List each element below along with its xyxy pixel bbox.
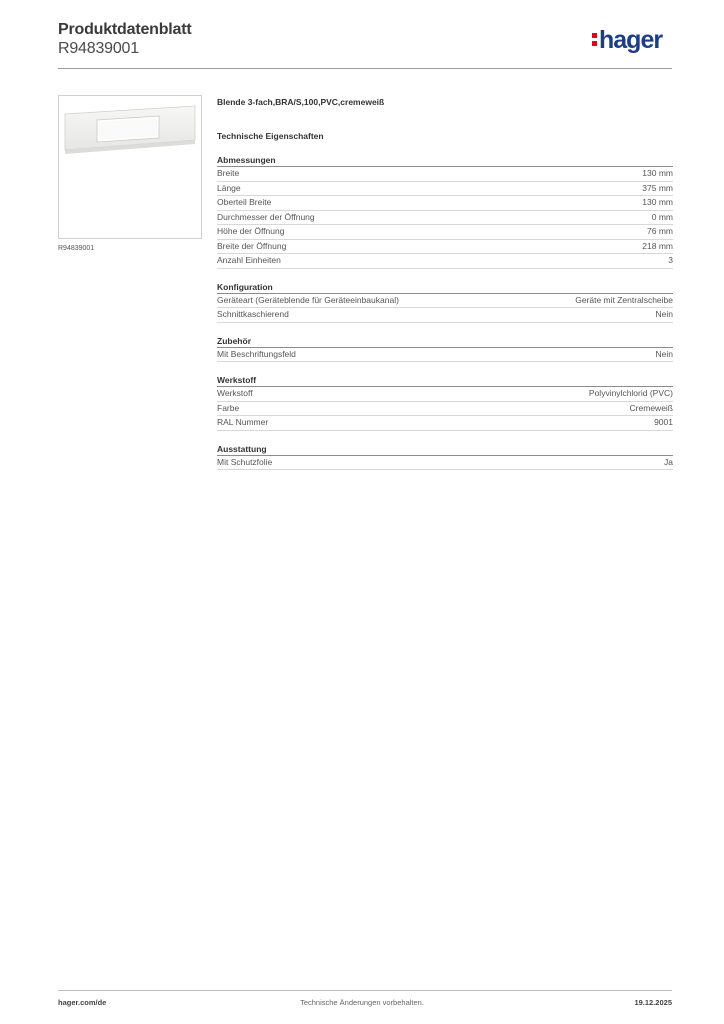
property-label: Farbe <box>217 402 240 413</box>
property-label: Anzahl Einheiten <box>217 255 281 265</box>
image-caption: R94839001 <box>58 245 95 252</box>
property-row <box>217 348 673 363</box>
property-value: 130 mm <box>642 168 673 178</box>
property-value: 130 mm <box>642 197 673 207</box>
section-title: Abmessungen <box>217 155 673 167</box>
footer-website: hager.com/de <box>58 998 107 1007</box>
product-title: Blende 3-fach,BRA/S,100,PVC,cremeweiß <box>217 97 385 107</box>
section-title: Konfiguration <box>217 282 673 294</box>
property-value: 0 mm <box>651 211 673 222</box>
property-row <box>217 225 673 240</box>
section-zubeh-r <box>217 336 673 363</box>
article-number: R94839001 <box>58 40 139 57</box>
hager-logo <box>592 28 662 53</box>
property-label: Breite der Öffnung <box>217 240 287 251</box>
logo-dots-icon <box>592 33 597 47</box>
property-value: Nein <box>655 309 673 319</box>
tech-properties-heading: Technische Eigenschaften <box>217 131 324 141</box>
property-value: Nein <box>655 348 673 359</box>
section-konfiguration <box>217 282 673 323</box>
section-title: Werkstoff <box>217 375 673 387</box>
property-label: Breite <box>217 168 240 178</box>
property-row <box>217 387 673 402</box>
section-ausstattung <box>217 444 673 471</box>
section-abmessungen <box>217 155 673 269</box>
property-row <box>217 167 673 182</box>
property-label: Höhe der Öffnung <box>217 226 285 236</box>
property-value: Ja <box>664 456 673 467</box>
property-value: Polyvinylchlorid (PVC) <box>588 388 673 398</box>
logo-text: hager <box>599 26 663 54</box>
header-divider <box>58 68 672 69</box>
property-label: Oberteil Breite <box>217 197 272 207</box>
property-label: Schnittkaschierend <box>217 309 289 319</box>
property-value: Cremeweiß <box>629 402 673 413</box>
property-sections <box>217 155 673 470</box>
property-value: 76 mm <box>647 226 673 236</box>
property-row <box>217 308 673 323</box>
property-row <box>217 240 673 255</box>
page-title: Produktdatenblatt <box>58 21 192 38</box>
property-label: Geräteart (Geräteblende für Geräteeinbaukanal) <box>217 294 399 305</box>
footer-date: 19.12.2025 <box>634 998 672 1007</box>
section-title: Zubehör <box>217 336 673 348</box>
product-image <box>58 95 202 239</box>
property-row <box>217 294 673 309</box>
property-value: 3 <box>668 255 673 265</box>
data-sheet-content <box>217 96 673 470</box>
section-werkstoff <box>217 375 673 431</box>
property-label: Mit Beschriftungsfeld <box>217 348 296 359</box>
footer-notice: Technische Änderungen vorbehalten. <box>300 998 424 1007</box>
property-label: Länge <box>217 182 241 193</box>
property-label: Durchmesser der Öffnung <box>217 211 315 222</box>
property-label: Werkstoff <box>217 388 253 398</box>
property-value: 9001 <box>654 417 673 427</box>
footer-divider <box>58 990 672 991</box>
section-title: Ausstattung <box>217 444 673 456</box>
property-label: RAL Nummer <box>217 417 269 427</box>
property-row <box>217 456 673 471</box>
property-value: 218 mm <box>642 240 673 251</box>
property-row <box>217 196 673 211</box>
cover-plate-icon <box>59 96 201 238</box>
property-row <box>217 182 673 197</box>
property-row <box>217 402 673 417</box>
property-value: Geräte mit Zentralscheibe <box>575 294 673 305</box>
property-row <box>217 254 673 269</box>
property-value: 375 mm <box>642 182 673 193</box>
property-row <box>217 211 673 226</box>
property-row <box>217 416 673 431</box>
property-label: Mit Schutzfolie <box>217 456 273 467</box>
